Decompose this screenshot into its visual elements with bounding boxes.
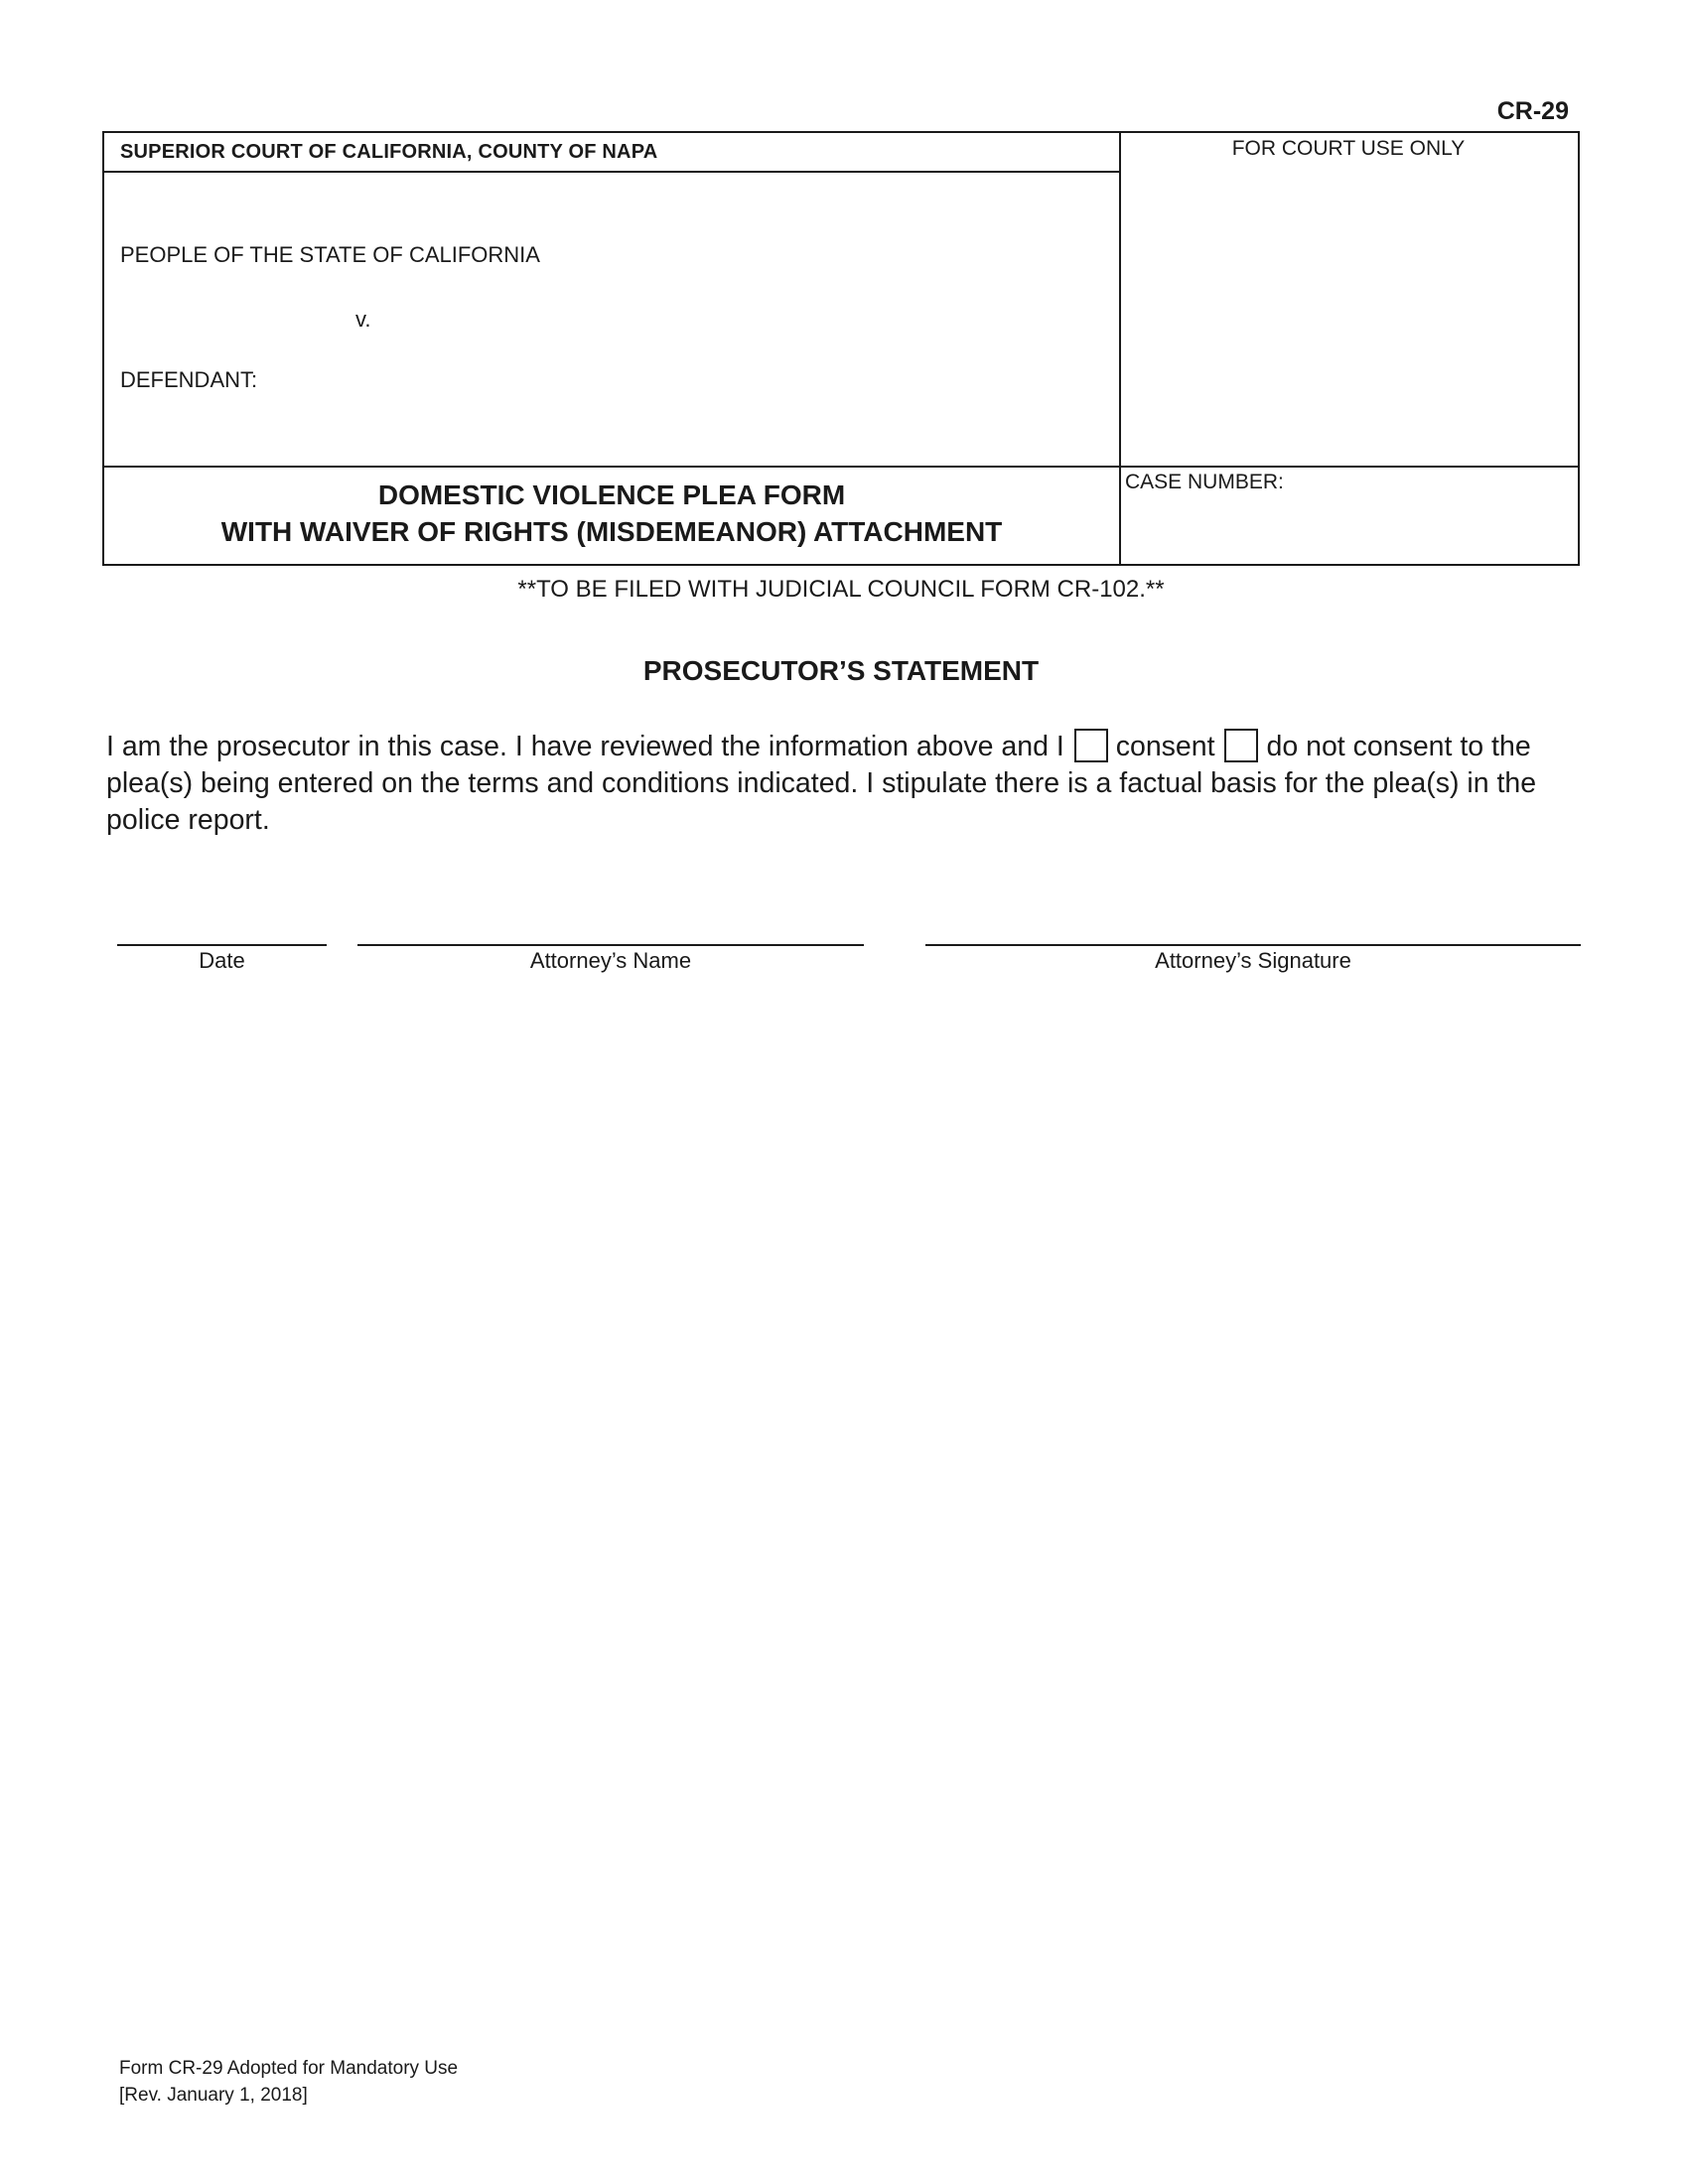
attorney-signature-line[interactable] (925, 944, 1581, 946)
date-line[interactable] (117, 944, 327, 946)
caption-title-divider (104, 466, 1578, 468)
attorney-name-line[interactable] (357, 944, 864, 946)
court-name: SUPERIOR COURT OF CALIFORNIA, COUNTY OF NAPA (120, 141, 658, 163)
versus-label: v. (355, 307, 371, 332)
plaintiff-name: PEOPLE OF THE STATE OF CALIFORNIA (120, 242, 540, 267)
court-use-label: FOR COURT USE ONLY (1231, 137, 1466, 160)
prosecutor-statement (106, 729, 1582, 839)
attorney-signature-label: Attorney’s Signature (1155, 948, 1351, 973)
footer-revision: [Rev. January 1, 2018] (119, 2085, 308, 2106)
form-title-line1: DOMESTIC VIOLENCE PLEA FORM (377, 479, 846, 510)
statement-text-after: to the plea(s) being entered on the terms and conditions indicated. I stipulate there is a factual basis for the plea(s) in the police report. (106, 731, 1537, 836)
form-title-line2: WITH WAIVER OF RIGHTS (MISDEMEANOR) ATTACHMENT (220, 516, 1003, 547)
caption-table (102, 131, 1580, 566)
statement-text-before: I am the prosecutor in this case. I have reviewed the information above and I (106, 731, 1064, 762)
footer-adoption: Form CR-29 Adopted for Mandatory Use (119, 2058, 459, 2079)
consent-label: consent (1115, 731, 1215, 762)
court-name-divider (104, 171, 1119, 173)
consent-checkbox[interactable] (1074, 729, 1108, 762)
no-consent-checkbox[interactable] (1224, 729, 1258, 762)
filing-note: **TO BE FILED WITH JUDICIAL COUNCIL FORM CR-102.** (517, 576, 1165, 603)
caption-vertical-divider (1119, 133, 1121, 564)
attorney-name-label: Attorney’s Name (529, 948, 692, 973)
section-title: PROSECUTOR’S STATEMENT (642, 655, 1040, 686)
case-number-label: CASE NUMBER: (1125, 471, 1284, 493)
form-number: CR-29 (1496, 97, 1569, 125)
form-footer (119, 2055, 458, 2109)
defendant-label: DEFENDANT: (120, 367, 258, 392)
no-consent-label: do not consent (1266, 731, 1453, 762)
date-label: Date (199, 948, 245, 973)
form-title (104, 477, 1119, 550)
